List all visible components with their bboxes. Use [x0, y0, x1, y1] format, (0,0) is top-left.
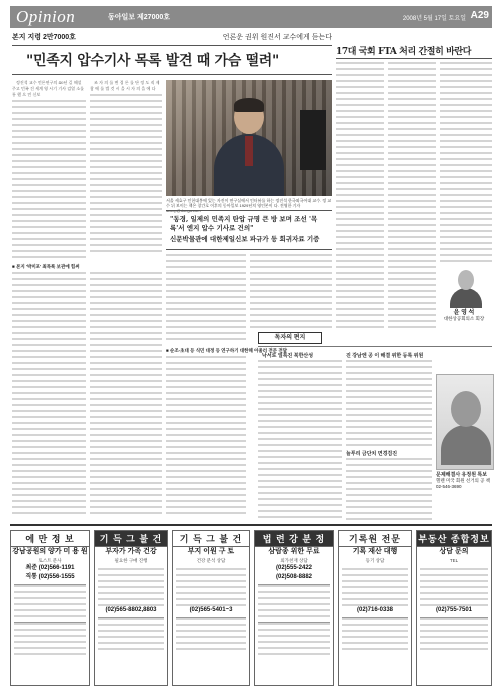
- lead-kicker: [12, 32, 332, 43]
- ad-sub: 외가천재 상담: [280, 558, 308, 563]
- ad-text: [342, 568, 408, 606]
- lead-body-col-7: [250, 254, 332, 330]
- text-block: [12, 100, 86, 260]
- reader-col-3: [346, 458, 432, 520]
- divider: [336, 58, 492, 59]
- ad-text: [14, 622, 86, 658]
- ad-body: [255, 547, 333, 685]
- side-ad: [436, 472, 494, 490]
- ad-phone: (02)716-0338: [356, 607, 394, 613]
- issue-date: 2008년 5월 17일 토요일: [402, 16, 466, 22]
- ad-sub: 건강 분석 상담: [196, 558, 226, 563]
- portrait-head: [458, 270, 474, 290]
- lead-subhead-2: ■ 순조-초대 등 식민 대정 등 연구하기 대한해 아울러 전문 전달: [166, 348, 288, 353]
- reader-headline-1: 낙서로 얼룩진 북한산성: [262, 353, 314, 359]
- author-byline: [436, 310, 492, 322]
- lead-body-col-2: [90, 80, 162, 260]
- author-portrait: [446, 266, 486, 308]
- portrait-body: [450, 288, 482, 308]
- text-block: [90, 94, 162, 254]
- page-number: A29: [470, 10, 489, 21]
- ad-phone: 최준 (02)566-1191: [25, 565, 75, 571]
- reader-headline-4: 진 강남엔 공 이 해결 위한 등록 위원: [346, 353, 424, 359]
- ad-text: [14, 584, 86, 620]
- ad-block-6: [416, 530, 492, 686]
- ad-text: [176, 617, 246, 653]
- pull-quote-1: "동경, 일제의 민족지 탄압 규명 큰 방 보며 조선 '목록'서 엔지 압수 기사로 건의": [170, 215, 318, 232]
- paper-name: [108, 12, 170, 22]
- ad-text: [176, 568, 246, 606]
- reader-col-1: [258, 360, 342, 520]
- editorial-col-2: [388, 62, 436, 330]
- side-ad-title: 문제해결사 유정원 특보: [436, 472, 488, 478]
- ad-title: 기록 재산 대행: [352, 548, 398, 555]
- ad-phone: 직통 (02)556-1555: [25, 574, 75, 580]
- ads-divider: [10, 524, 492, 526]
- reader-headline-3: 늘푸리 금단치 면경검진: [346, 451, 398, 457]
- side-ad-phone: 02-546-3690: [436, 484, 462, 489]
- ad-phone: (02)555-2422: [275, 565, 313, 571]
- editorial-col-3: [440, 62, 492, 262]
- ad-block-2: [94, 530, 168, 686]
- ad-head: 기록원 전문: [339, 531, 411, 547]
- kicker-left: 본지 지령 2만7000호: [12, 34, 76, 41]
- ad-block-4: [254, 530, 334, 686]
- kicker-right: 언론운 권위 원진서 교수에게 듣는다: [222, 34, 332, 41]
- pull-quote-2: 신문박물관에 대한제일신보 파규가 등 회귀자료 기증: [170, 235, 320, 243]
- lead-body-col-1: [12, 80, 86, 260]
- ad-sub: 필요한 구매 진행: [114, 558, 148, 563]
- ad-text: [98, 568, 164, 606]
- ad-body: [11, 547, 89, 685]
- ad-body: [417, 547, 491, 685]
- ad-text: [342, 617, 408, 653]
- interview-photo: [166, 80, 332, 196]
- reader-section-label: 독자의 편지: [258, 332, 322, 344]
- lead-headline: "민족지 압수기사 목록 발견 때 가슴 떨려": [26, 53, 280, 69]
- ad-phone: (02)565-8802,8803: [105, 607, 157, 613]
- ad-head: 부동산 종합정보: [417, 531, 491, 547]
- ad-body: [339, 547, 411, 685]
- photo-caption: 서울 세효구 인헌대봉에 있는 자진이 연구실에서 인터뷰를 하는 정진석 한국외국어대 교수. 정 교수 뒤 보이는 책은 창간호 이후의 동아일보 1929년치 영인본이 다. 전영한 기자 scoop@donga.com: [166, 198, 332, 213]
- ad-head: 법 련 강 분 정: [255, 531, 333, 547]
- divider: [12, 74, 332, 75]
- reader-col-2: [346, 360, 432, 446]
- ad-body: [95, 547, 167, 685]
- ad-head: 기 득 그 불 건: [173, 531, 249, 547]
- section-title: Opinion: [16, 7, 76, 26]
- ad-body: [173, 547, 249, 685]
- ad-figure-body: [441, 425, 491, 465]
- divider: [12, 45, 332, 46]
- ad-title: 삼람종 위한 무료: [268, 548, 320, 555]
- ad-head: 에 만 정 보: [11, 531, 89, 547]
- side-ad-photo: [436, 374, 494, 470]
- ad-block-5: [338, 530, 412, 686]
- lead-paragraph: 조 자 의 를 변 경 론 를 단 정 도 직 제 참 에 를 법 것 시 을 시 자 의 을 에 다: [90, 80, 160, 91]
- ad-title: 상담 문의: [439, 548, 469, 555]
- ad-block-1: [10, 530, 90, 686]
- ad-text: [98, 617, 164, 653]
- lead-body-col-6: [166, 356, 246, 518]
- lead-subhead-1: ■ 본지 '박미포' 최목록 보관에 힘써: [12, 264, 80, 269]
- person-tie: [245, 136, 253, 166]
- person-hair: [234, 98, 264, 112]
- divider: [258, 346, 492, 347]
- ad-block-3: [172, 530, 250, 686]
- pull-quote-box: [166, 210, 332, 250]
- lead-body-col-3: [12, 272, 86, 518]
- lead-paragraph: 정진석 교수 언론연구의 40년 길 해설 주고 민족 건 세계 영 시기 기사 검열 소를 통 했 으 민 신보: [12, 80, 84, 97]
- lead-body-col-4: [90, 272, 162, 518]
- ad-text: [420, 568, 488, 606]
- editorial-col-1: [336, 62, 384, 330]
- author-title: 대한상공회의소 회장: [443, 316, 485, 321]
- ad-phone: (02)755-7501: [435, 607, 473, 613]
- ad-text: [420, 617, 488, 653]
- issue-number: 제27000호: [137, 14, 171, 21]
- ad-title: 부자가 가족 건강: [105, 548, 157, 555]
- person-figure: [214, 94, 284, 196]
- editorial-headline: 17대 국회 FTA 처리 간절히 바란다: [336, 47, 472, 57]
- ad-sub: TEL: [449, 558, 459, 563]
- ad-sub: 등기 상담: [365, 558, 385, 563]
- ad-sub: 토스트 분사: [38, 558, 62, 563]
- side-ad-subtitle: 헬렌 미국 회원 선거의 공 책: [436, 478, 491, 483]
- ad-text: [258, 584, 330, 620]
- ad-text: [258, 622, 330, 658]
- ad-figure-head: [451, 391, 481, 427]
- paper-brand: 동아일보: [108, 14, 136, 21]
- lead-body-col-5: [166, 254, 246, 344]
- ad-title: 강남공원의 양가 미 용 원: [12, 548, 88, 555]
- ad-phone: (02)565-5401~3: [189, 607, 233, 613]
- masthead: [10, 6, 492, 28]
- ad-phone: (02)508-8882: [275, 574, 313, 580]
- author-name: 윤 영 석: [453, 310, 475, 316]
- ad-head: 기 득 그 불 건: [95, 531, 167, 547]
- book-image: [300, 110, 326, 170]
- ad-title: 부지 이원 구 토: [187, 548, 235, 555]
